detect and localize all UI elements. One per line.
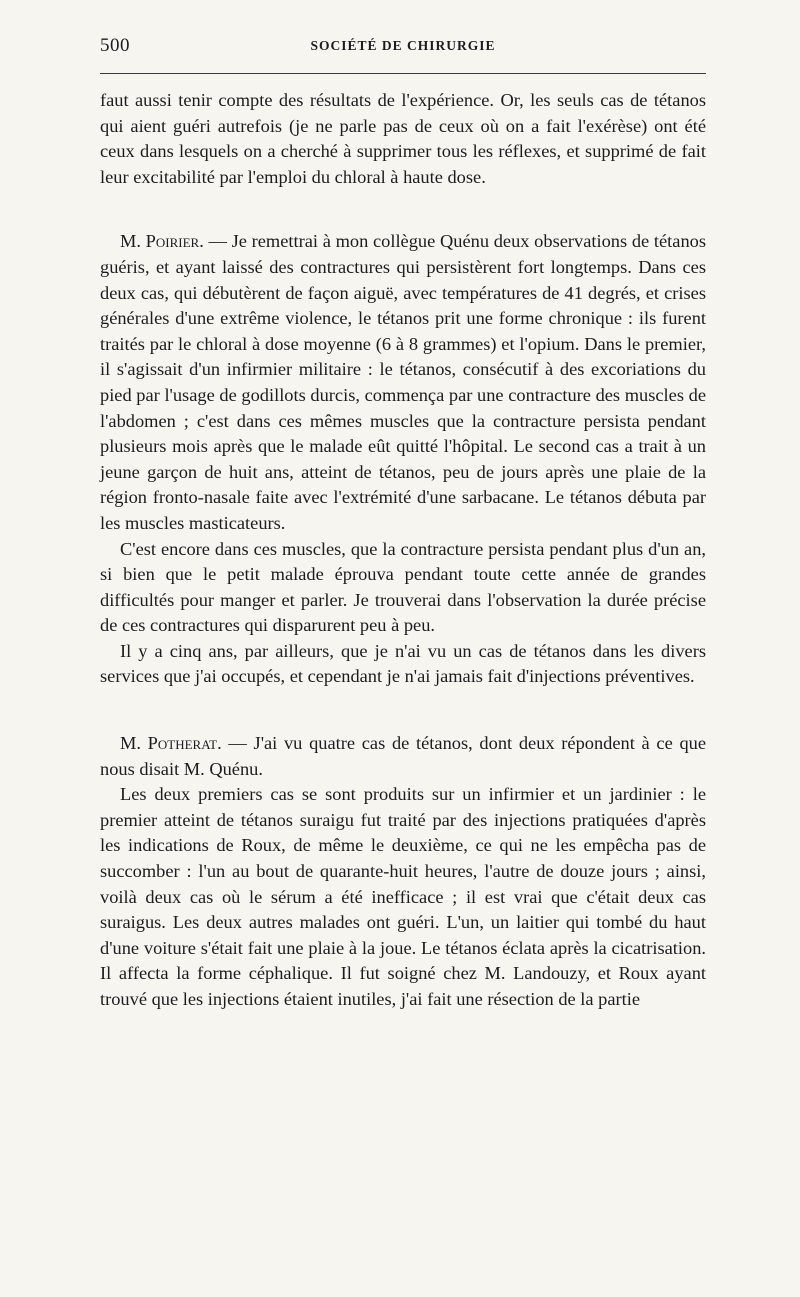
- paragraph-text: — Je remettrai à mon collègue Quénu deux observations de tétanos guéris, et ayant laissé des contractures qui persistèrent fort longtemps. Dans ces deux cas, qui débutèrent de façon aiguë, avec températures de 41 degrés, et crises générales d'une extrême violence, le tétanos prit une forme chronique : ils furent traités par le chloral à dose moyenne (6 à 8 grammes) et l'opium. Dans le premier, il s'agissait d'un infirmier militaire : le tétanos, consécutif à des excoriations du pied par l'usage de godillots durcis, commença par une contracture des muscles de l'abdomen ; c'est dans ces mêmes muscles que la contracture persista pendant plusieurs mois après que le malade eût quitté l'hôpital. Le second cas a trait à un jeune garçon de huit ans, atteint de tétanos, peu de jours après une plaie de la région fronto-nasale faite avec l'extrémité d'une sarbacane. Le tétanos débuta par les muscles masticateurs.: [100, 231, 706, 533]
- running-title: SOCIÉTÉ DE CHIRURGIE: [310, 38, 496, 53]
- paragraph-potherat: [100, 731, 706, 782]
- speaker-name: M. Potherat.: [120, 733, 222, 754]
- page-number: 500: [100, 35, 130, 56]
- speaker-name: M. Poirier.: [120, 231, 204, 252]
- paragraph-text: C'est encore dans ces muscles, que la contracture persista pendant plus d'un an, si bien que le petit malade éprouva pendant toute cette année de grandes difficultés pour manger et parler. Je trouverai dans l'observation la durée précise de ces contractures qui disparurent peu à peu.: [100, 538, 706, 636]
- paragraph-poirier-continued: [100, 537, 706, 639]
- page-header: [100, 35, 706, 59]
- paragraph-poirier-conclusion: [100, 639, 706, 690]
- paragraph-continuation: [100, 88, 706, 190]
- paragraph-text: — J'ai vu quatre cas de tétanos, dont deux répondent à ce que nous disait M. Quénu.: [100, 733, 707, 779]
- body-text: [100, 88, 706, 1013]
- paragraph-poirier: [100, 229, 706, 536]
- paragraph-potherat-cases: [100, 782, 706, 1012]
- paragraph-text: faut aussi tenir compte des résultats de l'expérience. Or, les seuls cas de tétanos qui aient guéri autrefois (je ne parle pas de ceux où on a fait l'exérèse) ont été ceux dans lesquels on a cherché à supprimer tous les réflexes, et supprimé de fait leur excitabilité par l'emploi du chloral à haute dose.: [100, 90, 706, 187]
- header-rule: [100, 73, 706, 74]
- paragraph-text: Les deux premiers cas se sont produits sur un infirmier et un jardinier : le premier atteint de tétanos suraigu fut traité par des injections pratiquées d'après les indications de Roux, de même le deuxième, ce qui ne les empêcha pas de succomber : l'un au bout de quarante-huit heures, l'autre de douze jours ; ainsi, voilà deux cas où le sérum a été inefficace ; il est vrai que c'était deux cas suraigus. Les deux autres malades ont guéri. L'un, un laitier qui tombé du haut d'une voiture s'était fait une plaie à la joue. Le tétanos éclata après la cicatrisation. Il affecta la forme céphalique. Il fut soigné chez M. Landouzy, et Roux ayant trouvé que les injections étaient inutiles, j'ai fait une résection de la partie: [100, 784, 706, 1009]
- paragraph-text: Il y a cinq ans, par ailleurs, que je n'ai vu un cas de tétanos dans les divers services que j'ai occupés, et cependant je n'ai jamais fait d'injections préventives.: [100, 640, 706, 687]
